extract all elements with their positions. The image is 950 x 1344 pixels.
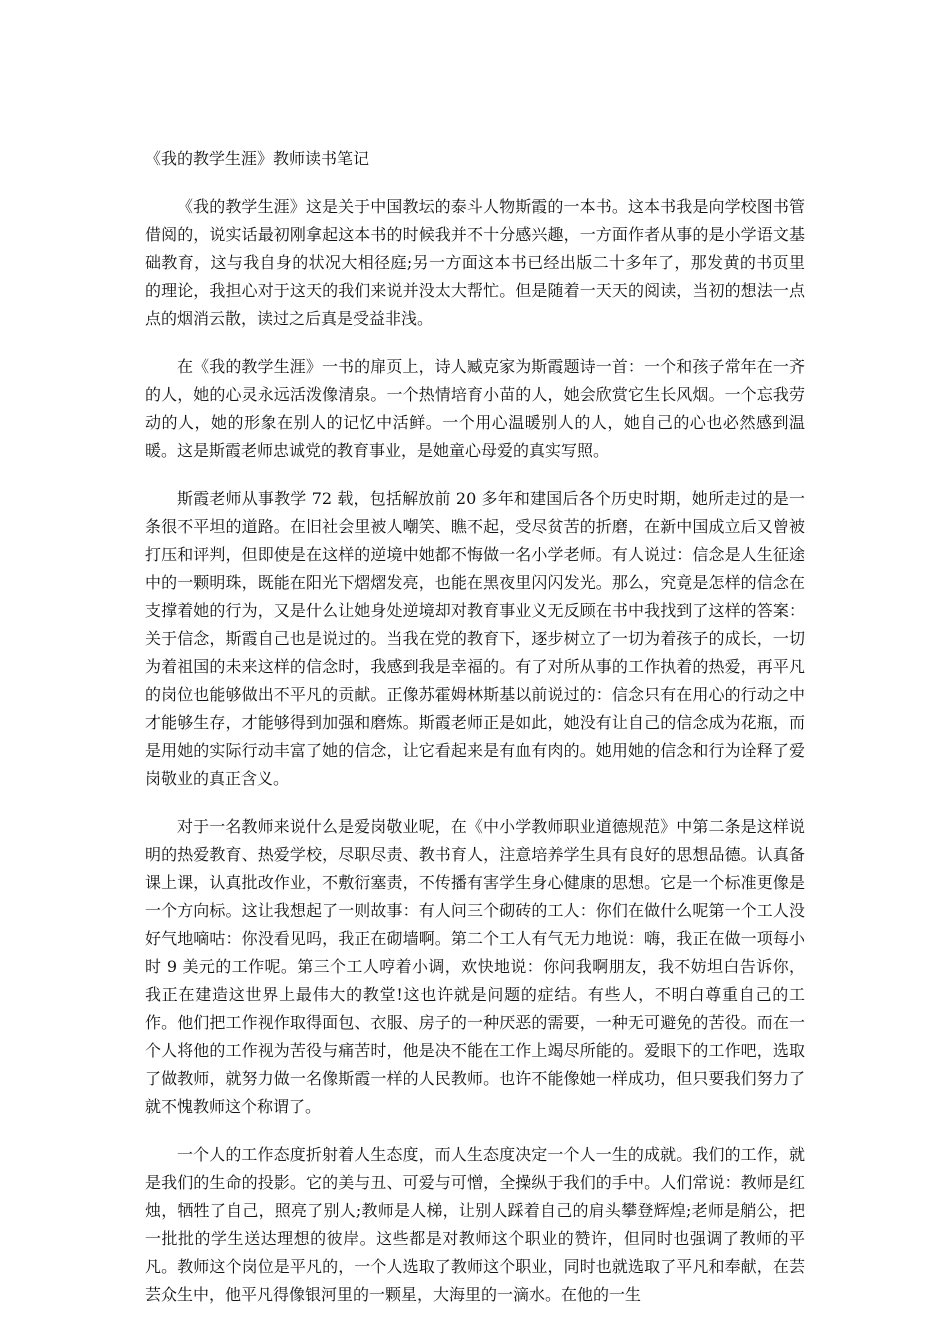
paragraph-5: 一个人的工作态度折射着人生态度，而人生态度决定一个人一生的成就。我们的工作，就是我们的生命的投影。它的美与丑、可爱与可憎，全操纵于我们的手中。人们常说：教师是红烛，牺牲了自己，照亮了别人;教师是人梯，让别人踩着自己的肩头攀登辉煌;老师是艄公，把一批批的学生送达理想的彼岸。这些都是对教师这个职业的赞许，但同时也强调了教师的平凡。教师这个岗位是平凡的，一个人选取了教师这个职业，同时也就选取了平凡和奉献，在芸芸众生中，他平凡得像银河里的一颗星，大海里的一滴水。在他的一生 [145, 1145, 805, 1304]
paragraph-2: 在《我的教学生涯》一书的扉页上，诗人臧克家为斯霞题诗一首：一个和孩子常年在一齐的人，她的心灵永远活泼像清泉。一个热情培育小苗的人，她会欣赏它生长风烟。一个忘我劳动的人，她的形象在别人的记忆中活鲜。一个用心温暖别人的人，她自己的心也必然感到温暖。这是斯霞老师忠诚党的教育事业，是她童心母爱的真实写照。 [145, 357, 805, 460]
paragraph-4: 对于一名教师来说什么是爱岗敬业呢，在《中小学教师职业道德规范》中第二条是这样说明的热爱教育、热爱学校，尽职尽责、教书育人，注意培养学生具有良好的思想品德。认真备课上课，认真批改作业，不敷衍塞责，不传播有害学生身心健康的思想。它是一个标准更像是一个方向标。这让我想起了一则故事：有人问三个砌砖的工人：你们在做什么呢第一个工人没好气地嘀咕：你没看见吗，我正在砌墙啊。第二个工人有气无力地说：嗨，我正在做一项每小时 9 美元的工作呢。第三个工人哼着小调，欢快地说：你问我啊朋友，我不妨坦白告诉你，我正在建造这世界上最伟大的教堂!这也许就是问题的症结。有些人，不明白尊重自己的工作。他们把工作视作取得面包、衣服、房子的一种厌恶的需要，一种无可避免的苦役。而在一个人将他的工作视为苦役与痛苦时，他是决不能在工作上竭尽所能的。爱眼下的工作吧，选取了做教师，就努力做一名像斯霞一样的人民教师。也许不能像她一样成功，但只要我们努力了就不愧教师这个称谓了。 [145, 817, 805, 1116]
paragraph-1: 《我的教学生涯》这是关于中国教坛的泰斗人物斯霞的一本书。这本书我是向学校图书管借阅的，说实话最初刚拿起这本书的时候我并不十分感兴趣，一方面作者从事的是小学语文基础教育，这与我自身的状况大相径庭;另一方面这本书已经出版二十多年了，那发黄的书页里的理论，我担心对于这天的我们来说并没太大帮忙。但是随着一天天的阅读，当初的想法一点点的烟消云散，读过之后真是受益非浅。 [145, 197, 805, 328]
paragraph-3: 斯霞老师从事教学 72 载，包括解放前 20 多年和建国后各个历史时期，她所走过的是一条很不平坦的道路。在旧社会里被人嘲笑、瞧不起，受尽贫苦的折磨，在新中国成立后又曾被打压和评判，但即使是在这样的逆境中她都不悔做一名小学老师。有人说过：信念是人生征途中的一颗明珠，既能在阳光下熠熠发亮，也能在黑夜里闪闪发光。那么，究竟是怎样的信念在支撑着她的行为，又是什么让她身处逆境却对教育事业义无反顾在书中我找到了这样的答案：关于信念，斯霞自己也是说过的。当我在党的教育下，逐步树立了一切为着孩子的成长，一切为着祖国的未来这样的信念时，我感到我是幸福的。有了对所从事的工作执着的热爱，再平凡的岗位也能够做出不平凡的贡献。正像苏霍姆林斯基以前说过的：信念只有在用心的行动之中才能够生存，才能够得到加强和磨炼。斯霞老师正是如此，她没有让自己的信念成为花瓶，而是用她的实际行动丰富了她的信念，让它看起来是有血有肉的。她用她的信念和行为诠释了爱岗敬业的真正含义。 [145, 489, 805, 788]
document-page [145, 145, 805, 1329]
document-title: 《我的教学生涯》教师读书笔记 [145, 149, 370, 168]
